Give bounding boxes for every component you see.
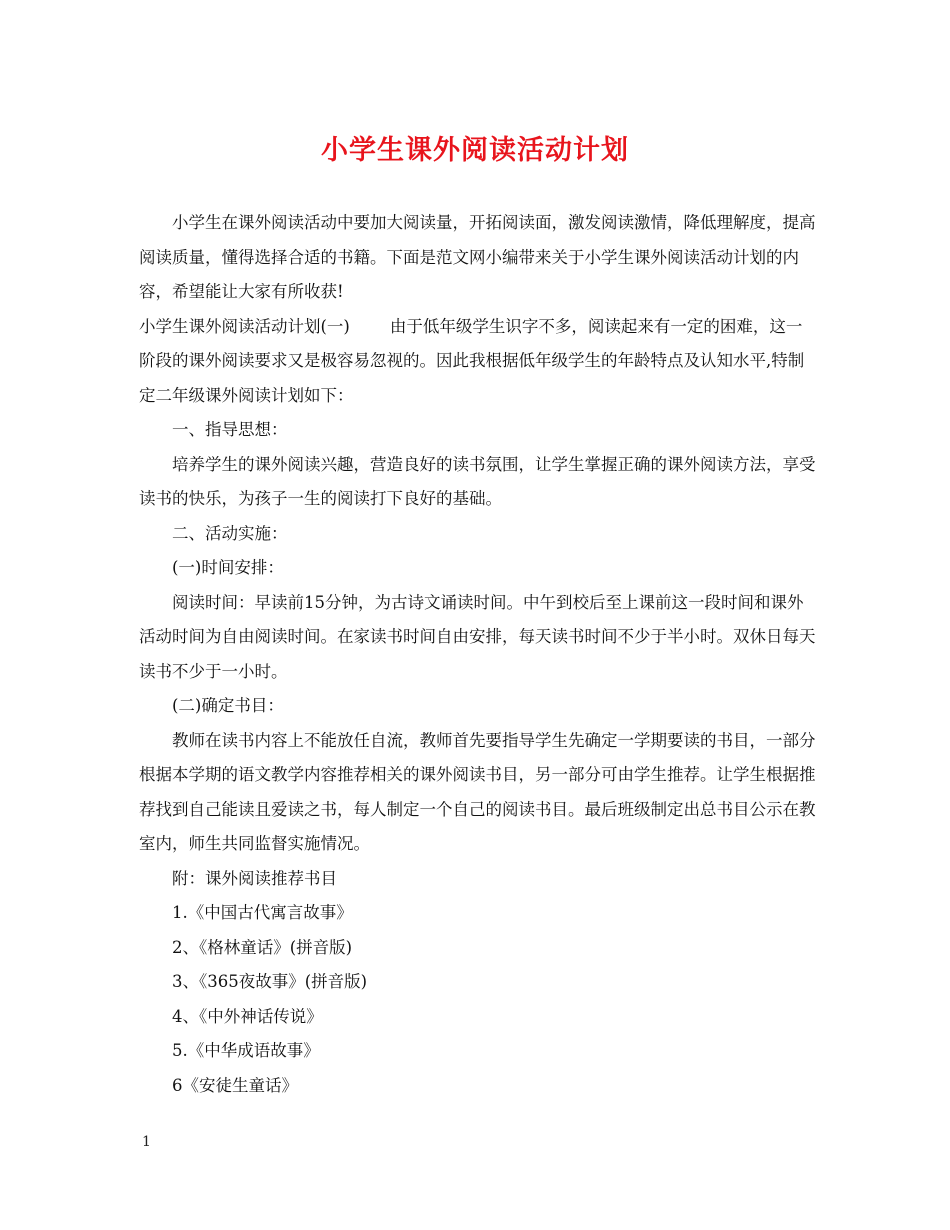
book-list-item: 3、《365夜故事》(拼音版) xyxy=(172,972,368,991)
section1-paragraph xyxy=(139,310,817,414)
book-list-item: 4、《中外神话传说》 xyxy=(172,1006,323,1026)
document-body xyxy=(139,206,817,1103)
section1-text: 由于低年级学生识字不多，阅读起来有一定的困难，这一阶段的课外阅读要求又是极容易忽视的。因此我根据低年级学生的年龄特点及认知水平,特制定二年级课外阅读计划如下： xyxy=(139,316,805,405)
page-number: 1 xyxy=(142,1134,151,1150)
book-list-item: 1.《中国古代寓言故事》 xyxy=(172,903,353,922)
time-heading: (一)时间安排： xyxy=(172,558,284,577)
document-title: 小学生课外阅读活动计划 xyxy=(321,135,629,166)
guiding-paragraph: 培养学生的课外阅读兴趣，营造良好的读书氛围，让学生掌握正确的课外阅读方法，享受读书的快乐，为孩子一生的阅读打下良好的基础。 xyxy=(139,454,816,508)
books-paragraph: 教师在读书内容上不能放任自流，教师首先要指导学生先确定一学期要读的书目，一部分根据本学期的语文教学内容推荐相关的课外阅读书目，另一部分可由学生推荐。让学生根据推荐找到自己能读且爱读之书，每人制定一个自己的阅读书目。最后班级制定出总书目公示在教室内，师生共同监督实施情况。 xyxy=(139,730,816,853)
implementation-heading: 二、活动实施： xyxy=(172,523,288,543)
appendix-heading: 附：课外阅读推荐书目 xyxy=(172,868,337,888)
book-list-item: 2、《格林童话》(拼音版) xyxy=(172,937,353,957)
section1-heading: 小学生课外阅读活动计划(一) xyxy=(139,316,350,336)
book-list-item: 5.《中华成语故事》 xyxy=(172,1041,320,1060)
books-heading: (二)确定书目： xyxy=(172,696,284,715)
time-paragraph: 阅读时间：早读前15分钟，为古诗文诵读时间。中午到校后至上课前这一段时间和课外活动时间为自由阅读时间。在家读书时间自由安排，每天读书时间不少于半小时。双休日每天读书不少于一小时。 xyxy=(139,592,816,681)
book-list-item: 6《安徒生童话》 xyxy=(172,1075,298,1095)
guiding-heading: 一、指导思想： xyxy=(172,420,288,439)
intro-paragraph: 小学生在课外阅读活动中要加大阅读量，开拓阅读面，激发阅读激情，降低理解度，提高阅读质量，懂得选择合适的书籍。下面是范文网小编带来关于小学生课外阅读活动计划的内容，希望能让大家有所收获! xyxy=(139,213,816,301)
